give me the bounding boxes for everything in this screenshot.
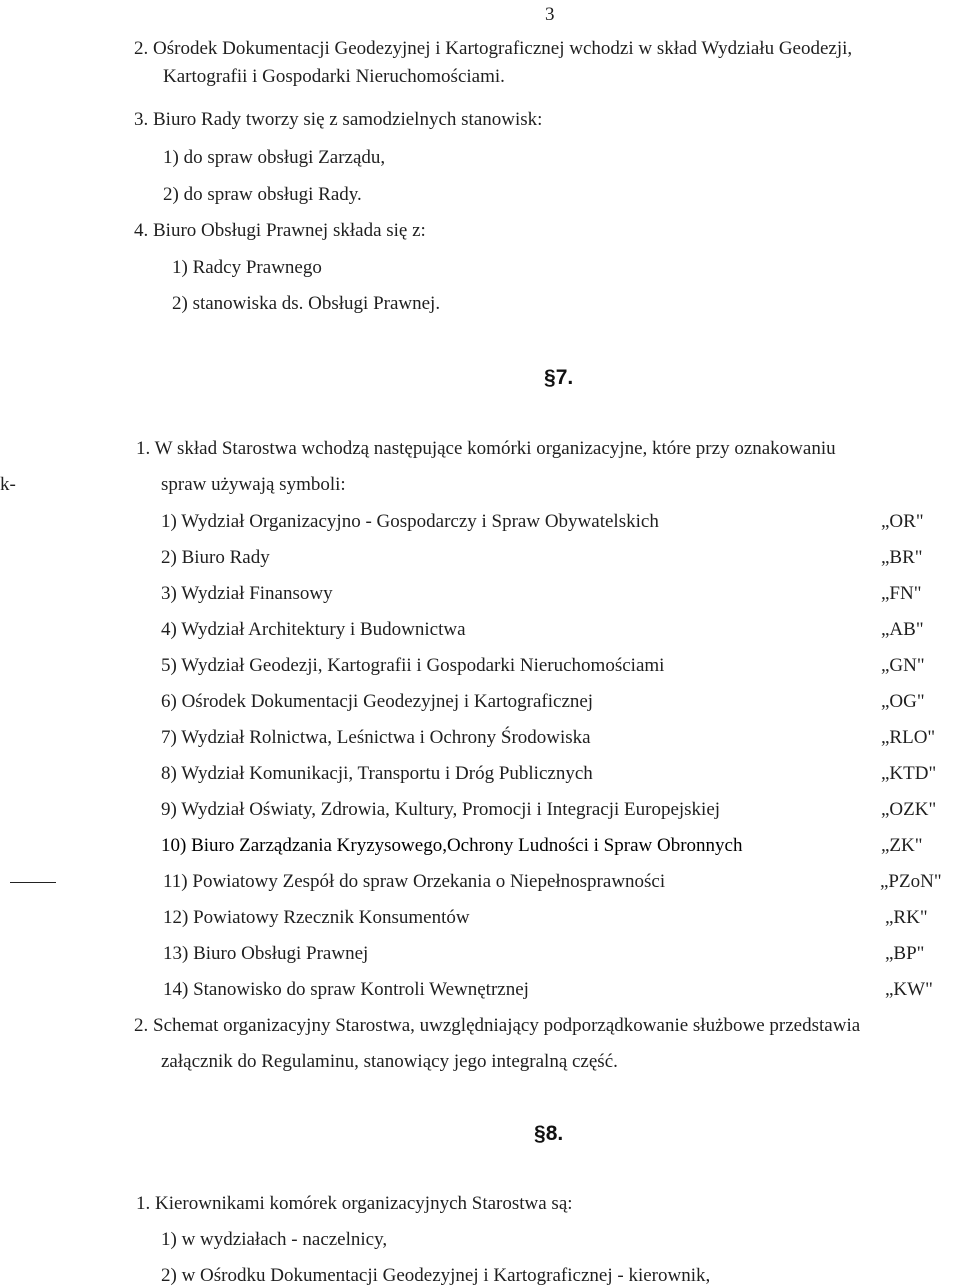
s8-item1: 1. Kierownikami komórek organizacyjnych Starostwa są: — [136, 1193, 573, 1214]
unit-name: 3) Wydział Finansowy — [161, 583, 333, 604]
unit-name: 11) Powiatowy Zespół do spraw Orzekania o Niepełnosprawności — [163, 871, 666, 892]
unit-code: „FN" — [881, 583, 922, 604]
unit-code: „OR" — [881, 511, 924, 532]
unit-code: „RLO" — [881, 727, 936, 748]
page-number: 3 — [545, 4, 555, 25]
s8-sub2: 2) w Ośrodku Dokumentacji Geodezyjnej i Kartograficznej - kierownik, — [161, 1265, 711, 1286]
unit-code: „OZK" — [881, 799, 937, 820]
unit-name: 2) Biuro Rady — [161, 547, 270, 568]
unit-code: „KW" — [885, 979, 933, 1000]
s6-item3-sub2: 2) do spraw obsługi Rady. — [163, 184, 362, 205]
s7-intro-line1: 1. W skład Starostwa wchodzą następujące komórki organizacyjne, które przy oznakowaniu — [136, 438, 836, 459]
unit-code: „ZK" — [881, 835, 923, 856]
s7-item2-line1: 2. Schemat organizacyjny Starostwa, uwzględniający podporządkowanie służbowe przedstawia — [134, 1015, 861, 1036]
section-8-heading: §8. — [534, 1122, 564, 1145]
unit-code: „PZoN" — [880, 871, 942, 892]
unit-code: „RK" — [885, 907, 928, 928]
unit-name: 8) Wydział Komunikacji, Transportu i Dróg Publicznych — [161, 763, 593, 784]
unit-code: „BR" — [881, 547, 923, 568]
s6-item4-sub2: 2) stanowiska ds. Obsługi Prawnej. — [172, 293, 441, 314]
s6-item2-line1: 2. Ośrodek Dokumentacji Geodezyjnej i Kartograficznej wchodzi w skład Wydziału Geodezji, — [134, 38, 853, 59]
s6-item2-line2: Kartografii i Gospodarki Nieruchomościami. — [163, 66, 505, 87]
s7-intro-line2: spraw używają symboli: — [161, 474, 346, 495]
unit-name: 7) Wydział Rolnictwa, Leśnictwa i Ochrony Środowiska — [161, 727, 591, 748]
unit-name: 4) Wydział Architektury i Budownictwa — [161, 619, 466, 640]
unit-code: „OG" — [881, 691, 925, 712]
unit-name: 13) Biuro Obsługi Prawnej — [163, 943, 369, 964]
unit-name: 6) Ośrodek Dokumentacji Geodezyjnej i Kartograficznej — [161, 691, 594, 712]
unit-name: 10) Biuro Zarządzania Kryzysowego,Ochrony Ludności i Spraw Obronnych — [161, 835, 743, 856]
s6-item4-sub1: 1) Radcy Prawnego — [172, 257, 322, 278]
unit-name: 14) Stanowisko do spraw Kontroli Wewnętrznej — [163, 979, 529, 1000]
margin-dash — [10, 882, 56, 883]
unit-name: 1) Wydział Organizacyjno - Gospodarczy i Spraw Obywatelskich — [161, 511, 659, 532]
s7-item2-line2: załącznik do Regulaminu, stanowiący jego integralną część. — [161, 1051, 618, 1072]
unit-name: 12) Powiatowy Rzecznik Konsumentów — [163, 907, 470, 928]
section-7-heading: §7. — [544, 366, 574, 389]
unit-code: „KTD" — [881, 763, 937, 784]
unit-code: „BP" — [885, 943, 925, 964]
s6-item3: 3. Biuro Rady tworzy się z samodzielnych stanowisk: — [134, 109, 543, 130]
unit-name: 5) Wydział Geodezji, Kartografii i Gospodarki Nieruchomościami — [161, 655, 665, 676]
s6-item3-sub1: 1) do spraw obsługi Zarządu, — [163, 147, 386, 168]
unit-code: „AB" — [881, 619, 924, 640]
unit-code: „GN" — [881, 655, 925, 676]
s8-sub1: 1) w wydziałach - naczelnicy, — [161, 1229, 388, 1250]
s6-item4: 4. Biuro Obsługi Prawnej składa się z: — [134, 220, 426, 241]
margin-note: k- — [0, 474, 16, 495]
unit-name: 9) Wydział Oświaty, Zdrowia, Kultury, Promocji i Integracji Europejskiej — [161, 799, 721, 820]
